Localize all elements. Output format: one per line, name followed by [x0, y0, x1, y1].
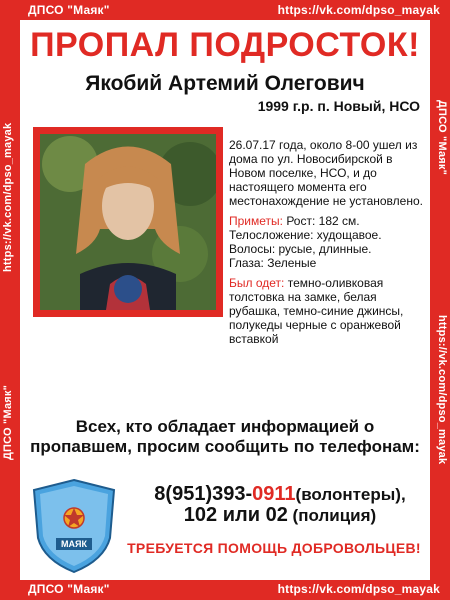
- birth-info: 1999 г.р. п. Новый, НСО: [257, 98, 420, 114]
- hair-text: Волосы: русые, длинные.: [229, 242, 372, 256]
- phone-suffix: (волонтеры),: [295, 485, 406, 504]
- frame-org-name-right: ДПСО "Маяк": [436, 100, 448, 175]
- frame-link-top[interactable]: https://vk.com/dpso_mayak: [277, 3, 440, 17]
- signs-label: Приметы:: [229, 214, 283, 228]
- phone-prefix[interactable]: 8(951)393-: [154, 483, 253, 505]
- appeal-text: [20, 417, 430, 457]
- mayak-shield-logo: [28, 478, 120, 574]
- build-text: Телосложение: худощавое.: [229, 228, 382, 242]
- police-numbers[interactable]: 102 или 02: [183, 504, 288, 526]
- person-name: Якобий Артемий Олегович: [85, 72, 365, 95]
- eyes-text: Глаза: Зеленые: [229, 256, 317, 270]
- circumstances-text: 26.07.17 года, около 8-00 ушел из дома по ул. Новосибирской в Новом поселке, НСО, и до настоящего момента его местонахождение не установлено.: [229, 138, 423, 208]
- height-text: Рост: 182 см.: [286, 214, 360, 228]
- police-label: (полиция): [287, 506, 377, 525]
- missing-person-poster: [20, 20, 430, 580]
- help-text: ТРЕБУЕТСЯ ПОМОЩЬ ДОБРОВОЛЬЦЕВ!: [127, 540, 421, 556]
- person-photo: [40, 134, 216, 310]
- frame-link-bottom[interactable]: https://vk.com/dpso_mayak: [277, 582, 440, 596]
- logo-text: МАЯК: [61, 539, 87, 549]
- clothes-text: темно-оливковая толстовка на замке, белая рубашка, темно-синие джинсы, полукеды черные с оранжевой вставкой: [229, 276, 404, 346]
- frame-org-name-left: ДПСО "Маяк": [2, 385, 14, 460]
- info-block: [229, 138, 424, 352]
- frame-link-right[interactable]: https://vk.com/dpso_mayak: [436, 315, 448, 465]
- photo-frame: [33, 127, 223, 317]
- phones-block: [130, 484, 430, 526]
- poster-title: ПРОПАЛ ПОДРОСТОК!: [30, 26, 420, 64]
- phone-red-part[interactable]: 0911: [252, 483, 296, 505]
- frame-org-name-top: ДПСО "Маяк": [28, 3, 110, 17]
- clothes-label: Был одет:: [229, 276, 285, 290]
- appeal-line-1: Всех, кто обладает информацией о: [75, 417, 375, 436]
- frame-org-name-bottom: ДПСО "Маяк": [28, 582, 110, 596]
- appeal-line-2: пропавшем, просим сообщить по телефонам:: [30, 437, 420, 456]
- frame-link-left[interactable]: https://vk.com/dpso_mayak: [2, 122, 14, 272]
